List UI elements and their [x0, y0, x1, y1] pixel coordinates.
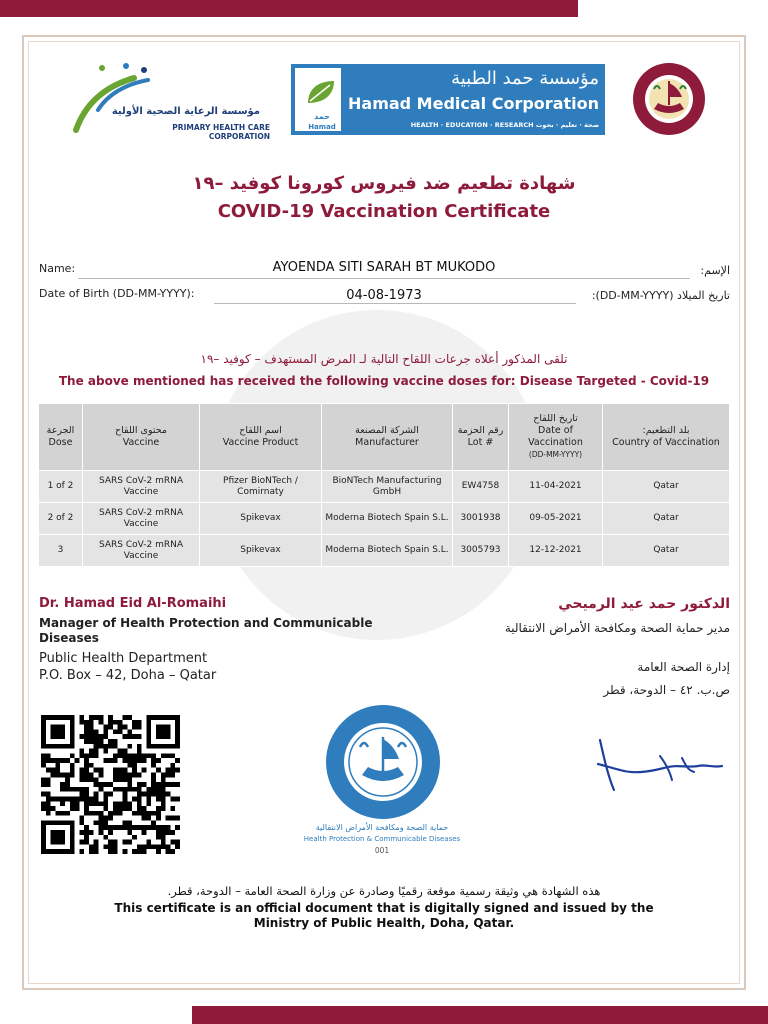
dob-label-arabic: تاريخ الميلاد (DD-MM-YYYY): — [591, 289, 730, 302]
header-country-arabic: بلد التطعيم: — [642, 425, 690, 436]
seal-caption-arabic: حماية الصحة ومكافحة الأمراض الانتقالية — [315, 823, 449, 832]
hamad-name-arabic: مؤسسة حمد الطبية — [451, 68, 599, 89]
dob-label: Date of Birth (DD-MM-YYYY): — [39, 287, 195, 300]
hamad-logo — [291, 64, 605, 135]
header-manufacturer-arabic: الشركة المصنعة — [355, 425, 419, 436]
table-row — [39, 535, 730, 567]
header-dose-arabic: الجرعة — [46, 425, 75, 436]
header-manufacturer — [322, 404, 453, 471]
name-label: Name: — [39, 262, 76, 275]
moph-seal-icon — [324, 703, 442, 821]
header-date-arabic: تاريخ اللقاح — [533, 413, 578, 424]
vaccination-table — [38, 403, 730, 567]
cell-product: Spikevax — [200, 503, 322, 535]
footer-english: This certificate is an official document that is digitally signed and issued by the Ministry of Public Health, Doha, Qatar. — [114, 901, 654, 930]
cell-dose: 1 of 2 — [39, 471, 83, 503]
moph-emblem — [624, 59, 714, 139]
header-country-english: Country of Vaccination — [612, 437, 720, 448]
cell-country: Qatar — [603, 503, 730, 535]
name-label-arabic: الإسم: — [700, 264, 730, 277]
table-row — [39, 471, 730, 503]
notice-english: The above mentioned has received the following vaccine doses for: Disease Targeted - Covid-19 — [58, 374, 710, 388]
signatory-role-english: Manager of Health Protection and Communicable Diseases — [39, 616, 373, 645]
cell-manufacturer: BioNTech Manufacturing GmbH — [322, 471, 453, 503]
title-english: COVID-19 Vaccination Certificate — [217, 201, 551, 222]
header-date — [509, 404, 603, 471]
cell-vaccine: SARS CoV-2 mRNA Vaccine — [83, 471, 200, 503]
cell-date: 12-12-2021 — [509, 535, 603, 567]
hamad-logo-square — [295, 68, 341, 131]
cell-manufacturer: Moderna Biotech Spain S.L. — [322, 535, 453, 567]
dob-underline — [214, 303, 576, 304]
cell-dose: 3 — [39, 535, 83, 567]
phcc-name-english: PRIMARY HEALTH CARE CORPORATION — [172, 123, 270, 141]
seal-number: 001 — [374, 846, 390, 855]
header-dose-english: Dose — [48, 437, 73, 448]
signatory-address-arabic: ص.ب. ٤٢ – الدوحة، قطر — [603, 683, 730, 697]
signatory-role-arabic: مدير حماية الصحة ومكافحة الأمراض الانتقالية — [504, 621, 730, 635]
header-date-format: (DD-MM-YYYY) — [528, 450, 583, 459]
dob-value: 04-08-1973 — [346, 288, 422, 303]
handwritten-signature — [590, 728, 730, 798]
hamad-square-arabic: حمد — [314, 112, 330, 121]
header-vaccine-english: Vaccine — [122, 437, 160, 448]
name-underline — [78, 278, 690, 279]
cell-product: Pfizer BioNTech / Comirnaty — [200, 471, 322, 503]
cell-vaccine: SARS CoV-2 mRNA Vaccine — [83, 503, 200, 535]
header-vaccine-arabic: محتوى اللقاح — [115, 425, 167, 436]
bottom-accent-bar — [192, 1006, 768, 1024]
cell-lot: EW4758 — [453, 471, 509, 503]
hamad-tagline: HEALTH · EDUCATION · RESEARCH صحة · تعليم · بحوث — [410, 121, 599, 129]
cell-date: 09-05-2021 — [509, 503, 603, 535]
notice-arabic: تلقى المذكور أعلاه جرعات اللقاح التالية لـ المرض المستهدف – كوفيد –١٩ — [200, 352, 568, 366]
footer-arabic: هذه الشهادة هي وثيقة رسمية موقعة رقميًا وصادرة عن وزارة الصحة العامة – الدوحة، قطر. — [167, 884, 601, 898]
cell-country: Qatar — [603, 535, 730, 567]
signatory-name-english: Dr. Hamad Eid Al-Romaihi — [39, 596, 227, 611]
signatory-department-english: Public Health Department — [39, 651, 208, 666]
header-country — [603, 404, 730, 471]
qr-code-icon[interactable] — [39, 715, 182, 854]
header-vaccine — [83, 404, 200, 471]
header-lot-english: Lot # — [467, 437, 494, 448]
header-product — [200, 404, 322, 471]
top-accent-bar — [0, 0, 578, 17]
cell-date: 11-04-2021 — [509, 471, 603, 503]
cell-country: Qatar — [603, 471, 730, 503]
signatory-department-arabic: إدارة الصحة العامة — [637, 660, 730, 674]
header-dose — [39, 404, 83, 471]
leaf-icon — [304, 77, 340, 107]
header-product-english: Vaccine Product — [222, 437, 299, 448]
table-header-row — [39, 404, 730, 471]
cell-lot: 3005793 — [453, 535, 509, 567]
cell-manufacturer: Moderna Biotech Spain S.L. — [322, 503, 453, 535]
name-value: AYOENDA SITI SARAH BT MUKODO — [272, 260, 496, 275]
table-row — [39, 503, 730, 535]
cell-lot: 3001938 — [453, 503, 509, 535]
hamad-name-english: Hamad Medical Corporation — [348, 94, 599, 113]
header-lot — [453, 404, 509, 471]
cell-product: Spikevax — [200, 535, 322, 567]
phcc-name-arabic: مؤسسة الرعاية الصحية الأولية — [111, 106, 260, 117]
signatory-name-arabic: الدكتور حمد عيد الرميحي — [558, 596, 730, 612]
title-arabic: شهادة تطعيم ضد فيروس كورونا كوفيد –١٩ — [192, 173, 576, 194]
header-date-english: Date of Vaccination — [528, 425, 583, 448]
header-product-arabic: اسم اللقاح — [239, 425, 282, 436]
hamad-square-english: Hamad — [308, 123, 336, 131]
cell-vaccine: SARS CoV-2 mRNA Vaccine — [83, 535, 200, 567]
seal-caption-english: Health Protection & Communicable Diseases — [303, 835, 461, 843]
header-manufacturer-english: Manufacturer — [355, 437, 419, 448]
cell-dose: 2 of 2 — [39, 503, 83, 535]
signatory-address-english: P.O. Box – 42, Doha – Qatar — [39, 668, 217, 683]
header-lot-arabic: رقم الحزمة — [457, 425, 504, 436]
